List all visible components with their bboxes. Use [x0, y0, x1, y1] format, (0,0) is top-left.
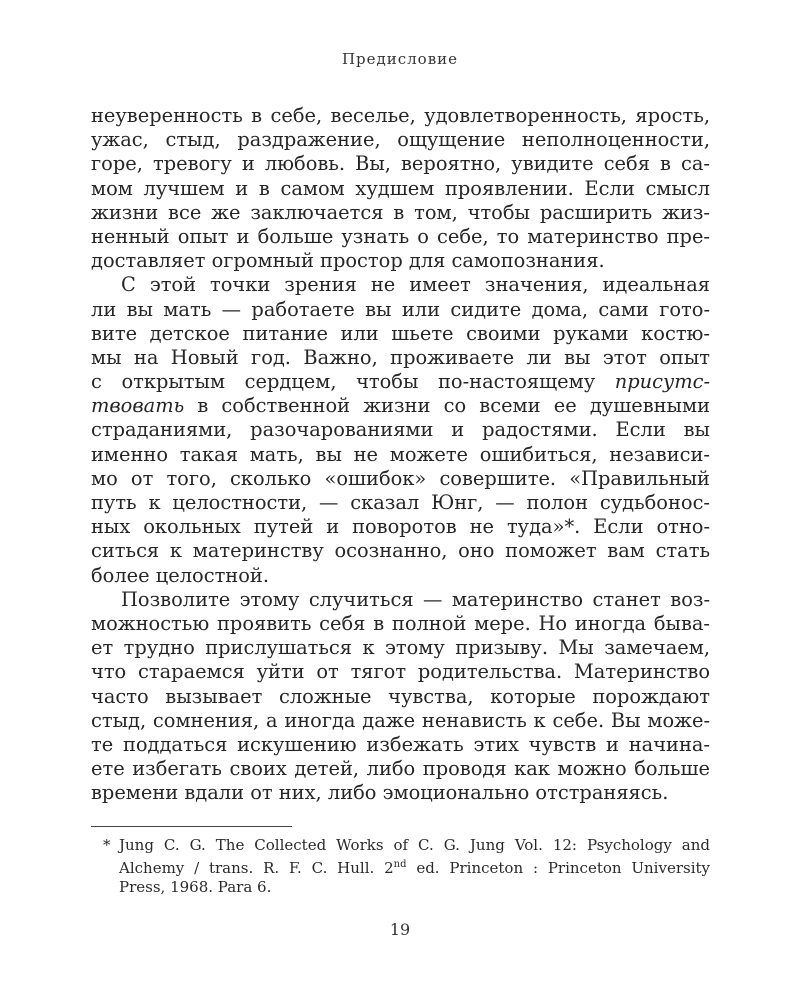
- body-text: [91, 104, 710, 805]
- text-line: доставляет огромный простор для самопознания.: [91, 249, 605, 273]
- text-line: ситься к материнству осознанно, оно поможет вам стать: [91, 539, 710, 563]
- paragraph: [91, 588, 710, 806]
- text-line: ли вы мать — работаете вы или сидите дома, сами гото-: [91, 297, 710, 321]
- text-line: Позволите этому случиться — материнство станет воз-: [121, 587, 710, 611]
- text-line: горе, тревогу и любовь. Вы, вероятно, увидите себя в са-: [91, 152, 710, 176]
- text-line: ных окольных путей и поворотов не туда»*. Если отно-: [91, 515, 710, 539]
- text-line: ненный опыт и больше узнать о себе, то материнство пре-: [91, 224, 710, 248]
- text-line: вите детское питание или шьете своими руками костю-: [91, 321, 710, 345]
- text-line: те поддаться искушению избежать этих чувств и начина-: [91, 732, 710, 756]
- text-line: мо от того, сколько «ошибок» совершите. «Правильный: [91, 466, 710, 490]
- running-head: Предисловие: [341, 50, 459, 68]
- text-line: путь к целостности, — сказал Юнг, — полон судьбонос-: [91, 491, 710, 514]
- footnote-line: Press, 1968. Para 6.: [119, 878, 272, 896]
- text-line: ет трудно прислушаться к этому призыву. Мы замечаем,: [91, 636, 710, 660]
- text-line: с открытым сердцем, чтобы по-настоящему присутс-: [91, 370, 710, 394]
- text-line: страданиями, разочарованиями и радостями. Если вы: [91, 418, 710, 442]
- text-line: именно такая мать, вы не можете ошибиться, независи-: [91, 442, 710, 466]
- text-line: ете избегать своих детей, либо проводя как можно больше: [91, 757, 710, 781]
- footnote-line: Alchemy / trans. R. F. C. Hull. 2nd ed. Princeton : Princeton University: [119, 859, 710, 877]
- text-line: можностью проявить себя в полной мере. Но иногда быва-: [91, 611, 710, 635]
- text-line: времени вдали от них, либо эмоционально отстраняясь.: [91, 781, 669, 805]
- footnote-mark: *: [103, 836, 111, 854]
- text-line: что стараемся уйти от тягот родительства. Материнство: [91, 660, 710, 684]
- text-line: жизни все же заключается в том, чтобы расширить жиз-: [91, 200, 710, 224]
- footnote-line: Jung C. G. The Collected Works of C. G. Jung Vol. 12: Psychology and: [119, 836, 710, 854]
- text-line: часто вызывает сложные чувства, которые порождают: [91, 684, 710, 708]
- footnote-text: [119, 836, 710, 897]
- text-line: С этой точки зрения не имеет значения, идеальная: [121, 273, 710, 297]
- text-line: более целостной.: [91, 563, 269, 587]
- footnote: [103, 836, 710, 897]
- text-line: ужас, стыд, раздражение, ощущение неполноценности,: [91, 128, 710, 152]
- page-number: 19: [389, 920, 411, 939]
- paragraph: [91, 104, 710, 273]
- text-line: мом лучшем и в самом худшем проявлении. Если смысл: [91, 176, 710, 200]
- footnote-rule: [91, 826, 292, 827]
- text-line: твовать в собственной жизни со всеми ее душевными: [91, 394, 710, 418]
- text-line: стыд, сомнения, а иногда даже ненависть к себе. Вы може-: [91, 708, 710, 732]
- text-line: мы на Новый год. Важно, проживаете ли вы этот опыт: [91, 345, 710, 369]
- paragraph: [91, 273, 710, 587]
- text-line: неуверенность в себе, веселье, удовлетворенность, ярость,: [91, 104, 710, 127]
